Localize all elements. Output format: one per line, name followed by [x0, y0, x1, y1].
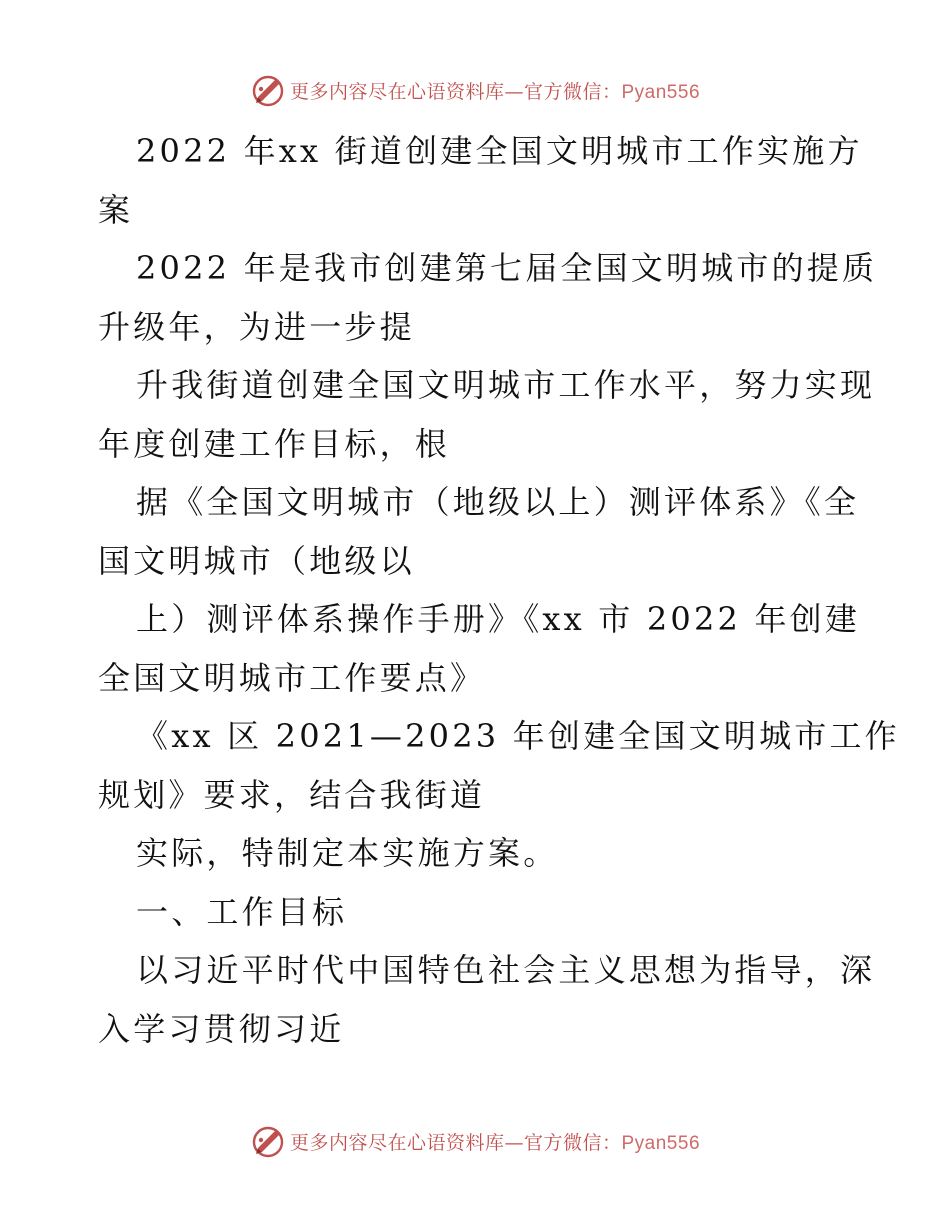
document-line: 年度创建工作目标，根 [98, 424, 451, 463]
document-line: 规划》要求，结合我街道 [98, 775, 486, 814]
document-line: 一、工作目标 [136, 892, 348, 931]
document-body [98, 122, 900, 1058]
pen-logo-icon [250, 1123, 286, 1159]
pen-logo-icon [250, 72, 286, 108]
document-line: 据《全国文明城市（地级以上）测评体系》《全 [136, 483, 860, 521]
document-line: 升我街道创建全国文明城市工作水平，努力实现 [136, 366, 876, 404]
footer-watermark [0, 1121, 950, 1161]
document-line: 案 [98, 190, 134, 229]
watermark-text: 更多内容尽在心语资料库—官方微信：Pyan556 [289, 80, 701, 103]
document-line: 上）测评体系操作手册》《xx 市 2022 年创建 [136, 600, 861, 638]
document-line: 全国文明城市工作要点》 [98, 658, 486, 697]
document-line: 升级年，为进一步提 [98, 307, 415, 346]
document-line: 《xx 区 2021—2023 年创建全国文明城市工作 [136, 717, 900, 755]
document-line: 2022 年是我市创建第七届全国文明城市的提质 [136, 249, 878, 287]
document-line: 入学习贯彻习近 [98, 1009, 345, 1048]
document-line: 2022 年xx 街道创建全国文明城市工作实施方 [136, 132, 863, 170]
watermark-text: 更多内容尽在心语资料库—官方微信：Pyan556 [289, 1131, 701, 1154]
document-line: 以习近平时代中国特色社会主义思想为指导，深 [136, 951, 876, 989]
header-watermark [0, 70, 950, 110]
document-line: 实际，特制定本实施方案。 [136, 834, 559, 872]
document-line: 国文明城市（地级以 [98, 541, 415, 580]
